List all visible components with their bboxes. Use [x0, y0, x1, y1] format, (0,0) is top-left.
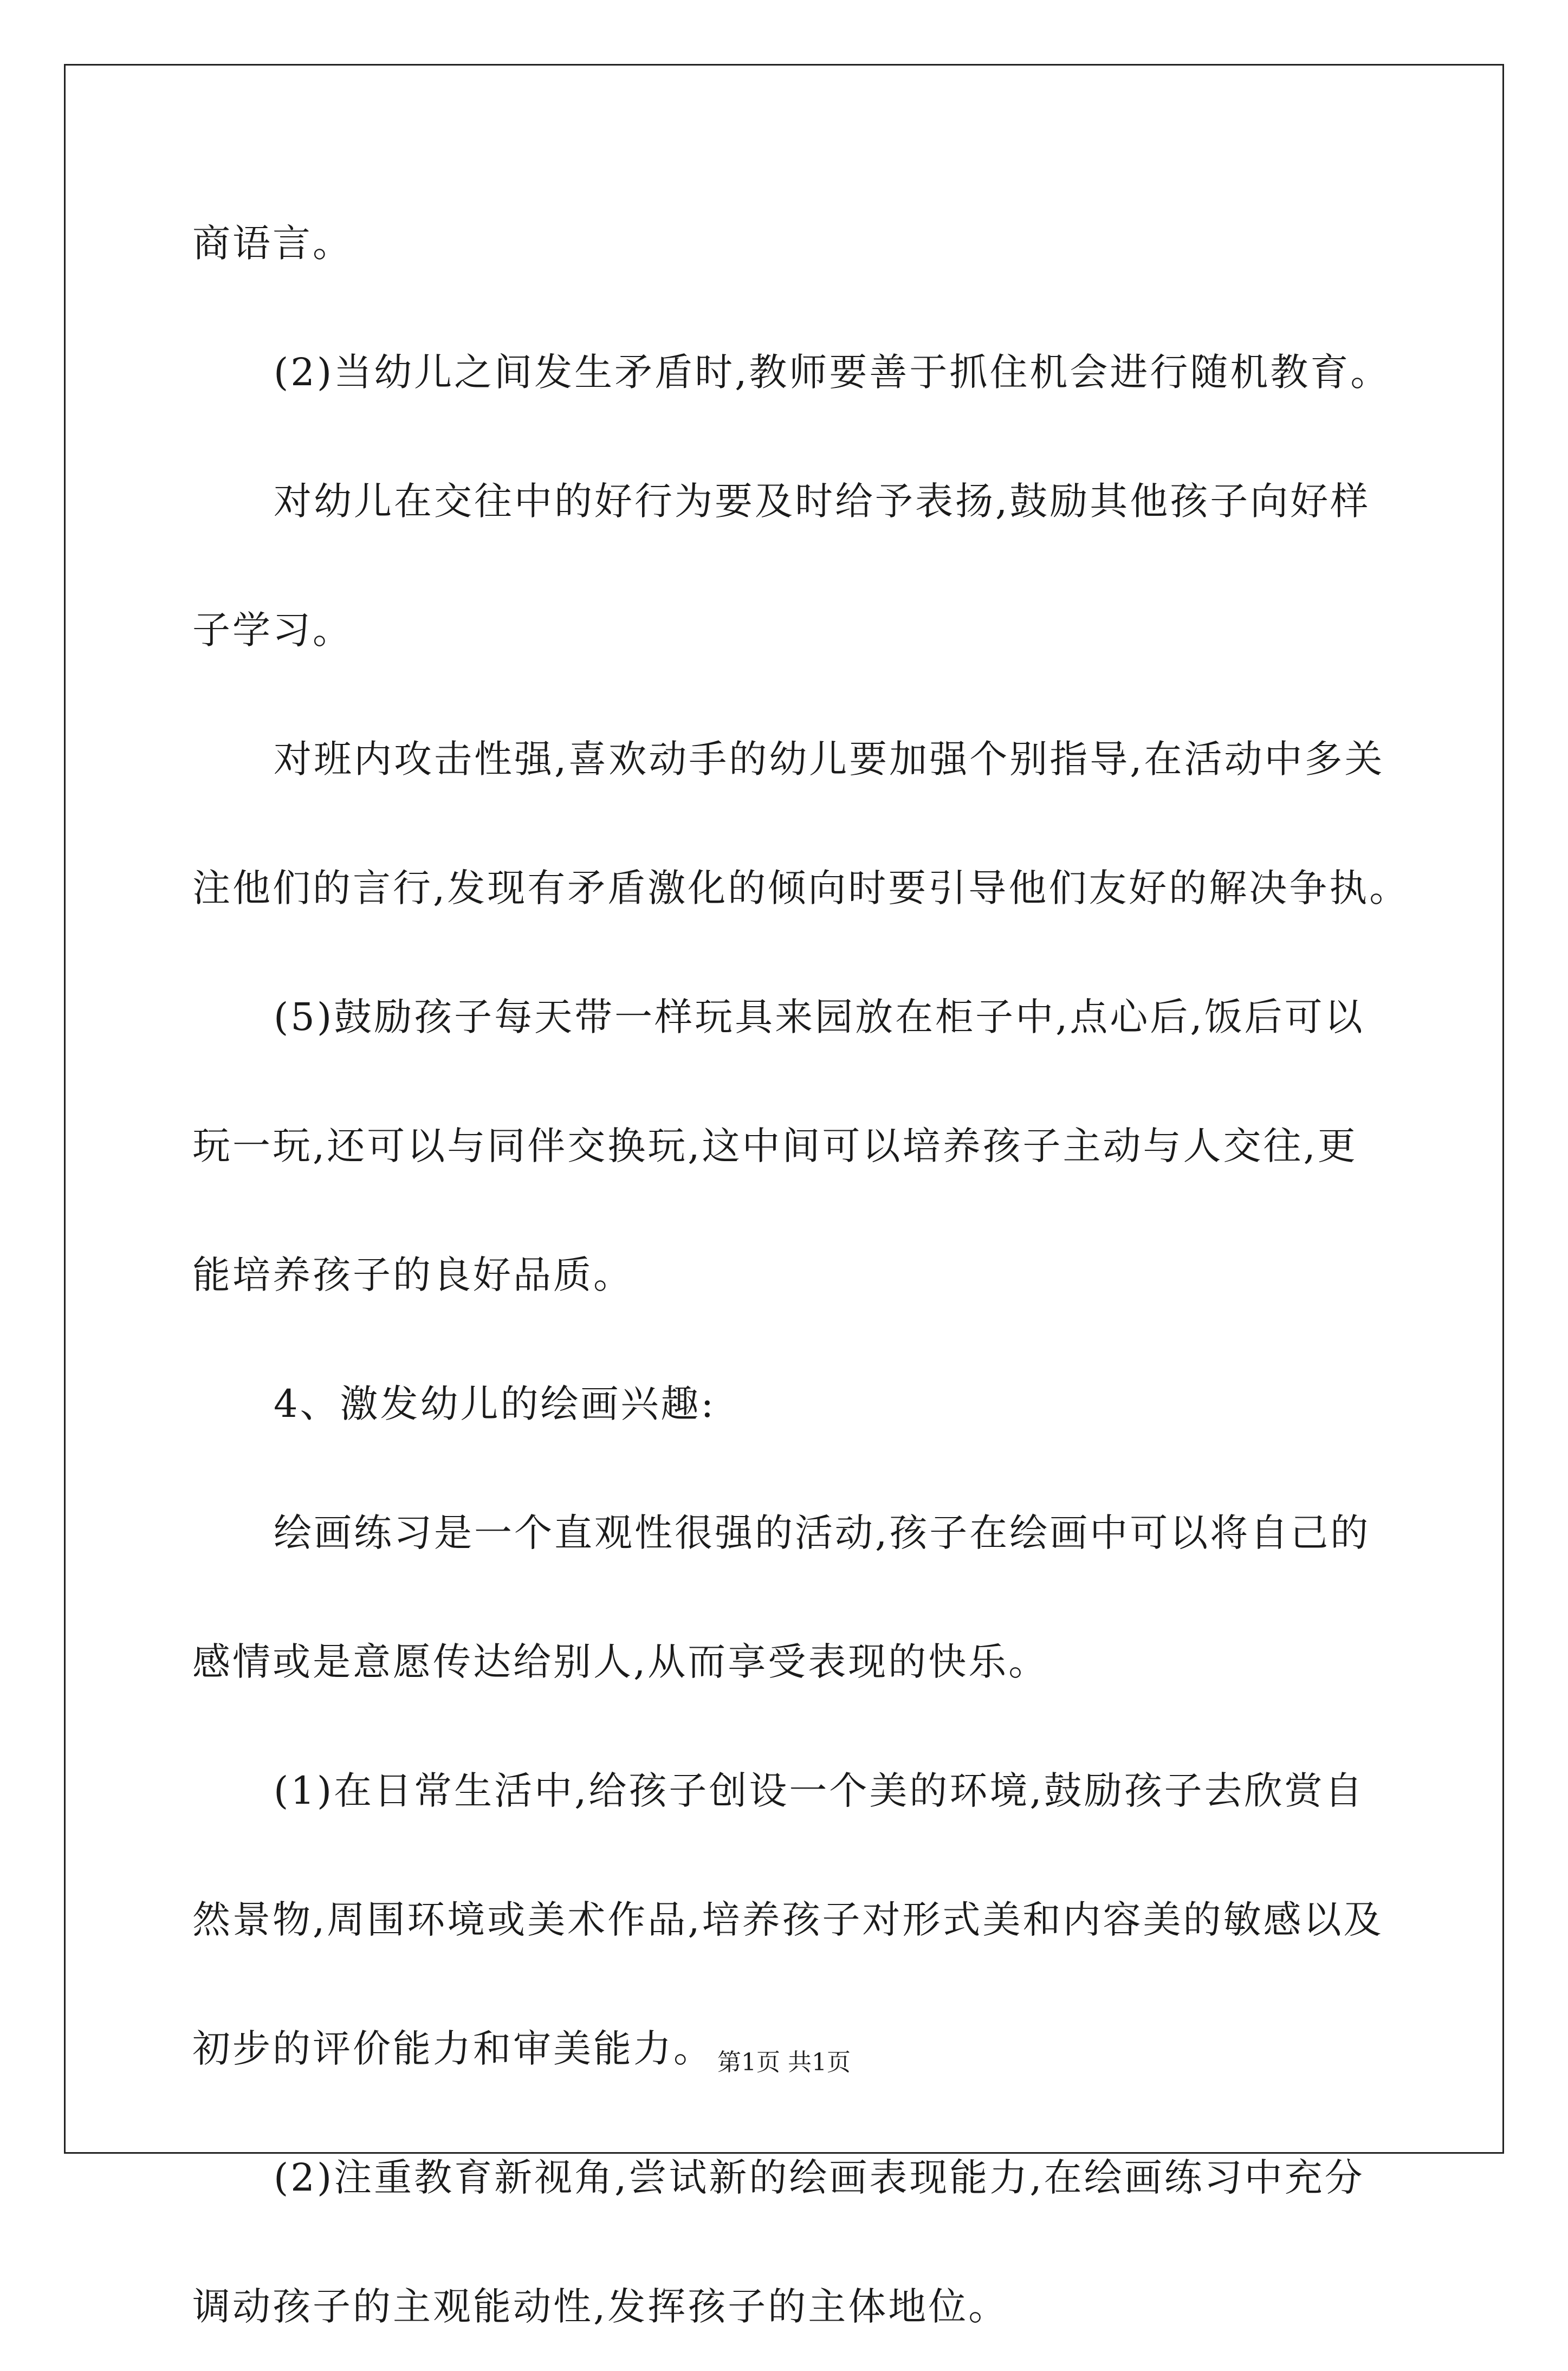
text-line-3: 对幼儿在交往中的好行为要及时给予表扬,鼓励其他孩子向好样	[274, 479, 1371, 523]
text-line-5: 对班内攻击性强,喜欢动手的幼儿要加强个别指导,在活动中多关	[274, 737, 1385, 781]
text-line-16: (2)注重教育新视角,尝试新的绘画表现能力,在绘画练习中充分	[274, 2155, 1365, 2200]
section-heading: 4、激发幼儿的绘画兴趣:	[274, 1382, 716, 1426]
text-line-13: (1)在日常生活中,给孩子创设一个美的环境,鼓励孩子去欣赏自	[274, 1768, 1365, 1813]
text-line-2: (2)当幼儿之间发生矛盾时,教师要善于抓住机会进行随机教育。	[274, 350, 1391, 394]
text-line-4: 子学习。	[192, 608, 353, 652]
text-line-7: (5)鼓励孩子每天带一样玩具来园放在柜子中,点心后,饭后可以	[274, 995, 1365, 1039]
text-line-1: 商语言。	[192, 221, 353, 265]
text-line-15: 初步的评价能力和审美能力。	[192, 2026, 714, 2071]
text-line-12: 感情或是意愿传达给别人,从而享受表现的快乐。	[192, 1640, 1049, 1684]
page-footer: 第1页 共1页	[717, 2049, 851, 2076]
text-line-11: 绘画练习是一个直观性很强的活动,孩子在绘画中可以将自己的	[274, 1511, 1371, 1555]
text-line-6: 注他们的言行,发现有矛盾激化的倾向时要引导他们友好的解决争执。	[192, 866, 1410, 910]
text-line-14: 然景物,周围环境或美术作品,培养孩子对形式美和内容美的敏感以及	[192, 1897, 1384, 1942]
text-line-17: 调动孩子的主观能动性,发挥孩子的主体地位。	[192, 2284, 1009, 2329]
text-line-9: 能培养孩子的良好品质。	[192, 1253, 633, 1297]
text-line-8: 玩一玩,还可以与同伴交换玩,这中间可以培养孩子主动与人交往,更	[192, 1124, 1358, 1168]
